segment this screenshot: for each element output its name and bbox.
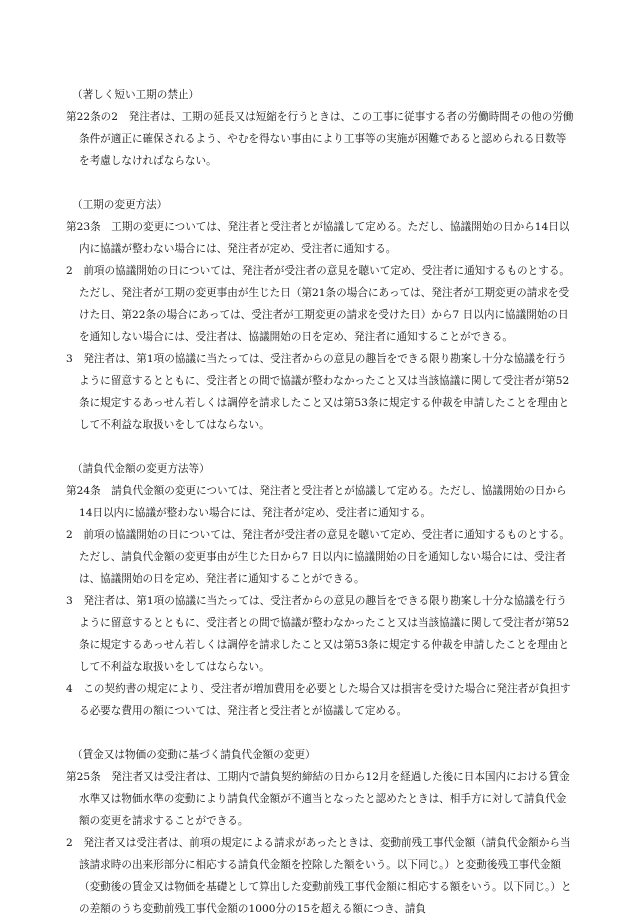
spacer	[66, 436, 575, 458]
article-23-paragraph-2: 2 前項の協議開始の日については、発注者が受注者の意見を聴いて定め、受注者に通知するものとする。ただし、発注者が工期の変更事由が生じた日（第21条の場合にあっては、発注者が工期変更の請求を受けた日、第22条の場合にあっては、受注者が工期変更の請求を受けた日）から7 日以内に協議開始の日を通知しない場合には、受注者は、協議開始の日を定め、発注者に通知することができる。	[66, 265, 571, 343]
article-24-paragraph-3: 3 発注者は、第1項の協議に当たっては、受注者からの意見の趣旨をできる限り勘案し十分な協議を行うように留意するとともに、受注者との間で協議が整わなかったこと又は当該協議に関して受注者が第52条に規定するあっせん若しくは調停を請求したこと又は第53条に規定する仲裁を申請したことを理由として不利益な取扱いをしてはならない。	[66, 595, 570, 673]
section-period-change-method	[66, 194, 575, 436]
article-25: 第25条 発注者又は受注者は、工期内で請負契約締結の日から12月を経過した後に日本国内における賃金水準又は物価水準の変動により請負代金額が不適当となったと認めたときは、相手方に対して請負代金額の変更を請求することができる。	[66, 771, 570, 827]
article-25-paragraph-2: 2 発注者又は受注者は、前項の規定による請求があったときは、変動前残工事代金額（請負代金額から当該請求時の出来形部分に相応する請負代金額を控除した額をいう。以下同じ。）と変動後残工事代金額（変動後の賃金又は物価を基礎として算出した変動前残工事代金額に相応する額をいう。以下同じ。）との差額のうち変動前残工事代金額の1000分の15を超える額につき、請負	[66, 837, 572, 915]
article-24-paragraph-2: 2 前項の協議開始の日については、発注者が受注者の意見を聴いて定め、受注者に通知するものとする。ただし、請負代金額の変更事由が生じた日から7 日以内に協議開始の日を通知しない場合には、受注者は、協議開始の日を定め、発注者に通知することができる。	[66, 529, 571, 585]
article-22-2: 第22条の2 発注者は、工期の延長又は短縮を行うときは、この工事に従事する者の労働時間その他の労働条件が適正に確保されるよう、やむを得ない事由により工事等の実施が困難であると認められる日数等を考慮しなければならない。	[66, 111, 574, 167]
section-short-construction-period	[66, 84, 575, 172]
spacer	[66, 722, 575, 744]
article-24-paragraph-4: 4 この契約書の規定により、受注者が増加費用を必要とした場合又は損害を受けた場合に発注者が負担する必要な費用の額については、発注者と受注者とが協議して定める。	[66, 683, 571, 717]
section-price-change-method	[66, 458, 575, 722]
article-23: 第23条 工期の変更については、発注者と受注者とが協議して定める。ただし、協議開始の日から14日以内に協議が整わない場合には、発注者が定め、受注者に通知する。	[66, 221, 570, 255]
section-heading: （著しく短い工期の禁止）	[72, 89, 200, 101]
section-heading: （請負代金額の変更方法等）	[72, 463, 210, 475]
section-price-change-by-wage-or-price	[66, 744, 575, 920]
section-heading: （工期の変更方法）	[72, 199, 168, 211]
article-24: 第24条 請負代金額の変更については、発注者と受注者とが協議して定める。ただし、協議開始の日から14日以内に協議が整わない場合には、発注者が定め、受注者に通知する。	[66, 485, 567, 519]
article-23-paragraph-3: 3 発注者は、第1項の協議に当たっては、受注者からの意見の趣旨をできる限り勘案し十分な協議を行うように留意するとともに、受注者との間で協議が整わなかったこと又は当該協議に関して受注者が第52条に規定するあっせん若しくは調停を請求したこと又は第53条に規定する仲裁を申請したことを理由として不利益な取扱いをしてはならない。	[66, 353, 570, 431]
section-heading: （賃金又は物価の変動に基づく請負代金額の変更）	[72, 749, 316, 761]
spacer	[66, 172, 575, 194]
